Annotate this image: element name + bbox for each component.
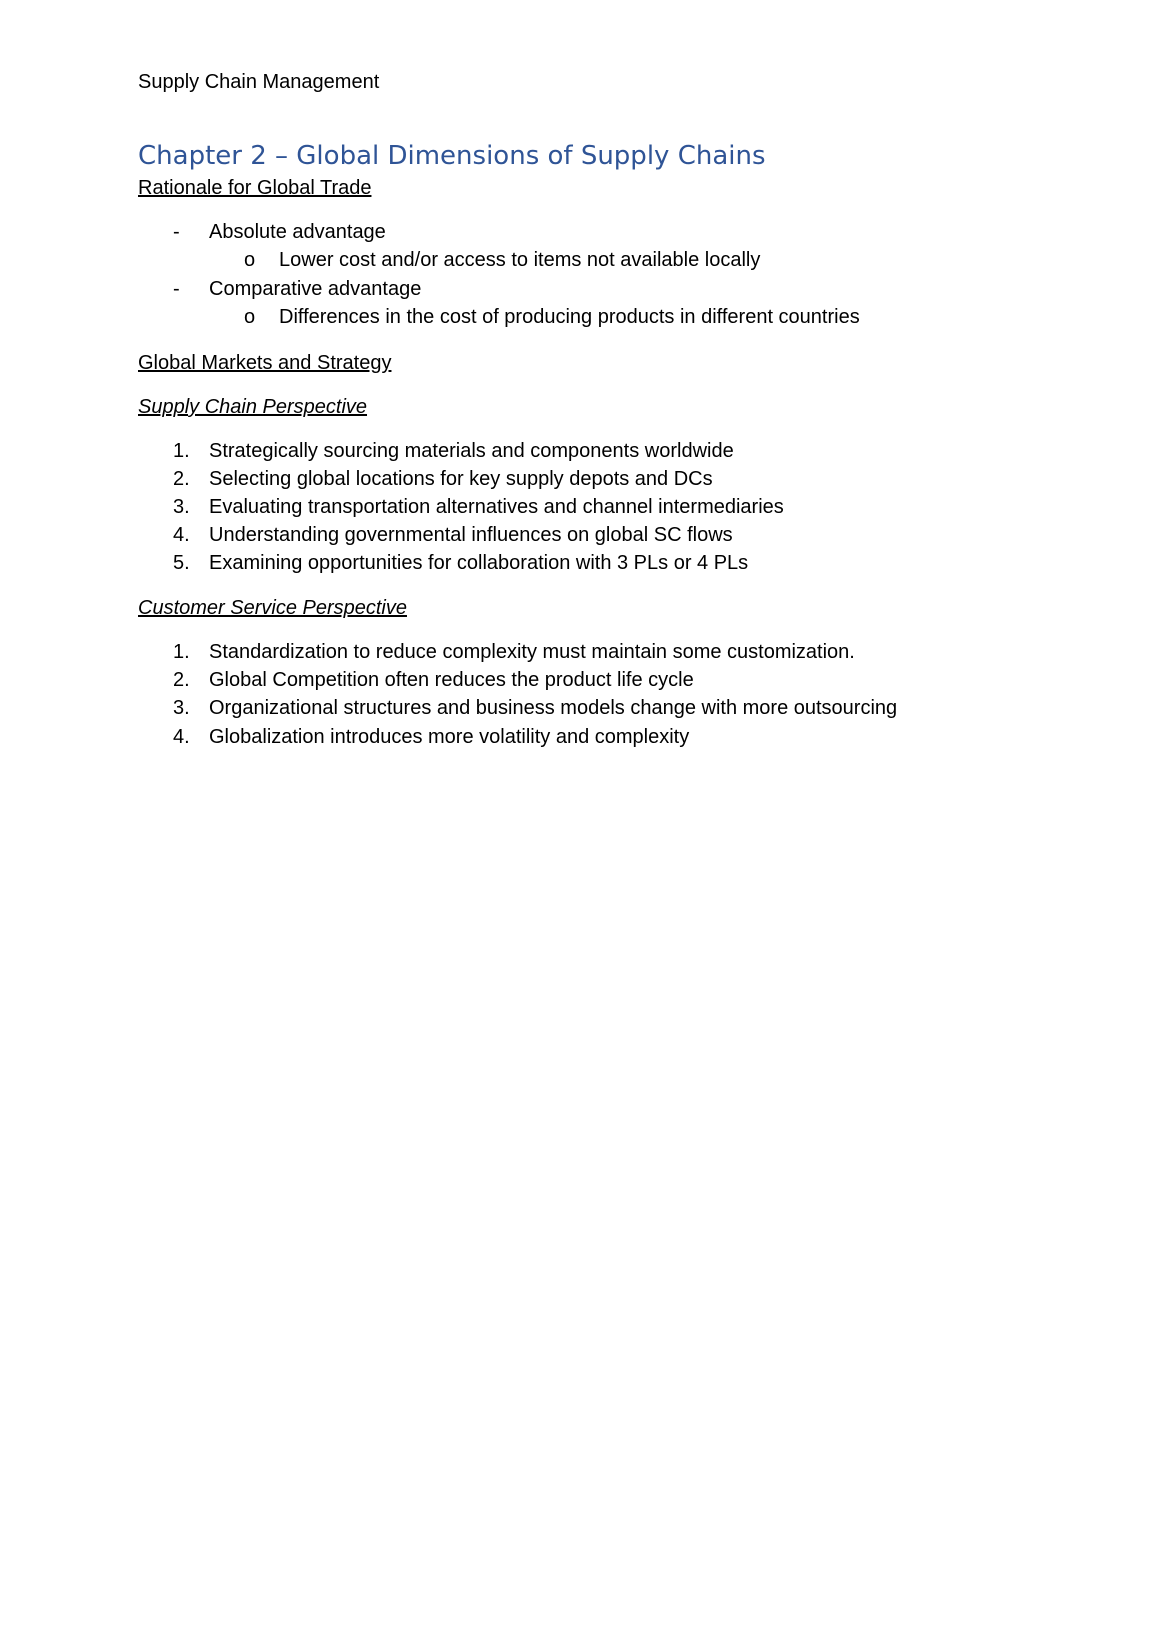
list-item: Global Competition often reduces the product life cycle (209, 669, 694, 691)
list-item: Organizational structures and business models change with more outsourcing (209, 697, 898, 719)
list-item: Globalization introduces more volatility and complexity (209, 726, 690, 748)
list-item: Strategically sourcing materials and components worldwide (209, 440, 734, 462)
list-bullet-o-marker: o (244, 249, 256, 271)
list-number: 3. (173, 496, 190, 518)
section-heading-global-markets: Global Markets and Strategy (138, 352, 392, 374)
subsection-heading-supply-chain-perspective: Supply Chain Perspective (138, 396, 368, 418)
list-subitem-lower-cost: Lower cost and/or access to items not available locally (279, 249, 761, 271)
list-bullet-o-marker: o (244, 306, 256, 328)
list-item: Examining opportunities for collaboration with 3 PLs or 4 PLs (209, 552, 749, 574)
list-dash-marker: - (173, 278, 180, 300)
subsection-heading-customer-service-perspective: Customer Service Perspective (138, 597, 407, 619)
list-number: 1. (173, 641, 190, 663)
list-item: Evaluating transportation alternatives and channel intermediaries (209, 496, 784, 518)
list-number: 4. (173, 726, 190, 748)
list-number: 4. (173, 524, 190, 546)
list-dash-marker: - (173, 221, 180, 243)
section-heading-rationale: Rationale for Global Trade (138, 177, 372, 199)
list-number: 3. (173, 697, 190, 719)
list-number: 2. (173, 468, 190, 490)
list-item: Selecting global locations for key supply depots and DCs (209, 468, 713, 490)
list-item: Standardization to reduce complexity must maintain some customization. (209, 641, 855, 663)
list-item-comparative-advantage: Comparative advantage (209, 278, 422, 300)
list-number: 5. (173, 552, 190, 574)
list-item-absolute-advantage: Absolute advantage (209, 221, 386, 243)
list-item: Understanding governmental influences on global SC flows (209, 524, 733, 546)
chapter-heading: Chapter 2 – Global Dimensions of Supply Chains (138, 141, 766, 171)
list-subitem-differences-cost: Differences in the cost of producing products in different countries (279, 306, 860, 328)
list-number: 2. (173, 669, 190, 691)
document-header-title: Supply Chain Management (138, 71, 380, 93)
list-number: 1. (173, 440, 190, 462)
